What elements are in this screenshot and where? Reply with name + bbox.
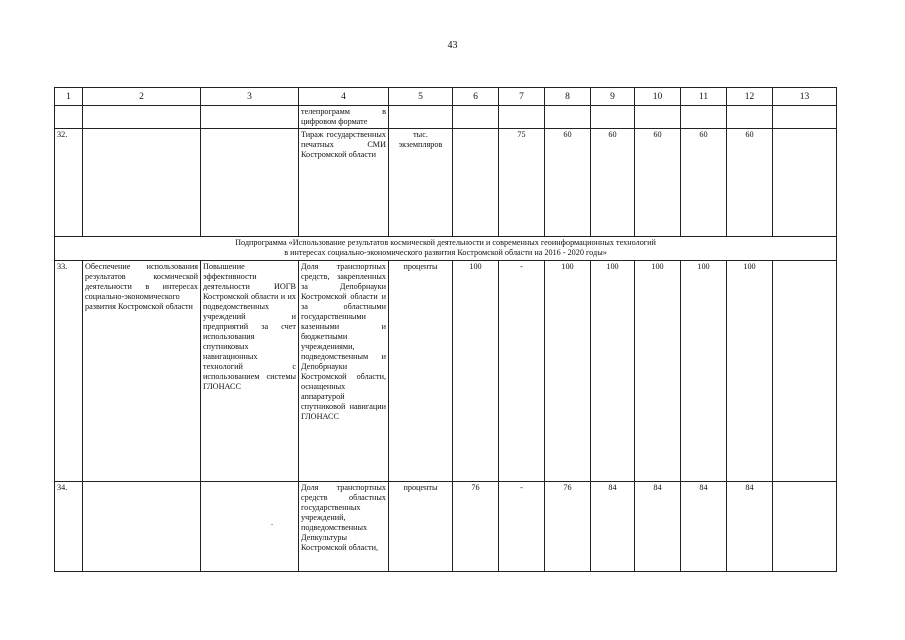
page-number: 43 [447, 40, 458, 51]
value-cell: 84 [727, 482, 773, 572]
task-cell: Обеспечение использования результатов космической деятельности в интересах социально-экономического развития Костромской области [83, 261, 201, 482]
table-row-continuation [55, 106, 837, 129]
value-cell: 100 [591, 261, 635, 482]
header-cell: 10 [635, 88, 681, 106]
header-cell: 3 [201, 88, 299, 106]
header-cell: 5 [389, 88, 453, 106]
value-cell: 100 [727, 261, 773, 482]
value-cell: 76 [545, 482, 591, 572]
header-cell: 11 [681, 88, 727, 106]
indicator-cell: Доля транспортных средств, закрепленных за Депобрнауки Костромской области и за областными государственными казенными и бюджетными учреждениями, подведомственным и Депобрнауки Костромской области, оснащенных аппаратурой спутниковой навигации ГЛОНАСС [299, 261, 389, 482]
table-row-33 [55, 261, 837, 482]
row-number: 32. [55, 129, 83, 237]
goal-cell: Повышение эффективности деятельности ИОГВ Костромской области и их подведомственных учреждений и предприятий за счет использования спутниковых навигационных технологий с использованием системы ГЛОНАСС [201, 261, 299, 482]
header-cell: 4 [299, 88, 389, 106]
value-cell: 100 [681, 261, 727, 482]
header-cell: 9 [591, 88, 635, 106]
value-cell: 60 [727, 129, 773, 237]
unit-cell: проценты [389, 482, 453, 572]
header-cell: 12 [727, 88, 773, 106]
row-number: 34. [55, 482, 83, 572]
table-row-32 [55, 129, 837, 237]
header-cell: 13 [773, 88, 837, 106]
header-cell: 7 [499, 88, 545, 106]
stray-mark: . [271, 518, 274, 527]
value-cell: 100 [635, 261, 681, 482]
value-cell: 60 [635, 129, 681, 237]
subprogram-row [55, 237, 837, 261]
value-cell: 75 [499, 129, 545, 237]
value-cell: 100 [453, 261, 499, 482]
value-cell: 60 [545, 129, 591, 237]
header-cell: 8 [545, 88, 591, 106]
indicator-table [54, 87, 837, 572]
header-cell: 1 [55, 88, 83, 106]
value-cell: 84 [591, 482, 635, 572]
subprogram-title: Подпрограмма «Использование результатов космической деятельности и современных геоинформационных технологий в интересах социально-экономического развития Костромской области на 2016 - 2020 годы» [55, 237, 837, 261]
value-cell: 100 [545, 261, 591, 482]
header-row [55, 88, 837, 106]
value-cell: 84 [681, 482, 727, 572]
indicator-cell: Доля транспортных средств областных государственных учреждений, подведомственных Депкультуры Костромской области, [299, 482, 389, 572]
value-cell: - [499, 261, 545, 482]
indicator-cell: Тираж государственных печатных СМИ Костромской области [299, 129, 389, 237]
value-cell: 60 [591, 129, 635, 237]
unit-cell: тыс. экземпляров [389, 129, 453, 237]
header-cell: 6 [453, 88, 499, 106]
indicator-cell: телепрограмм в цифровом формате [299, 106, 389, 129]
value-cell: 60 [681, 129, 727, 237]
unit-cell: проценты [389, 261, 453, 482]
row-number: 33. [55, 261, 83, 482]
value-cell: - [499, 482, 545, 572]
header-cell: 2 [83, 88, 201, 106]
value-cell: 76 [453, 482, 499, 572]
table-row-34 [55, 482, 837, 572]
value-cell: 84 [635, 482, 681, 572]
